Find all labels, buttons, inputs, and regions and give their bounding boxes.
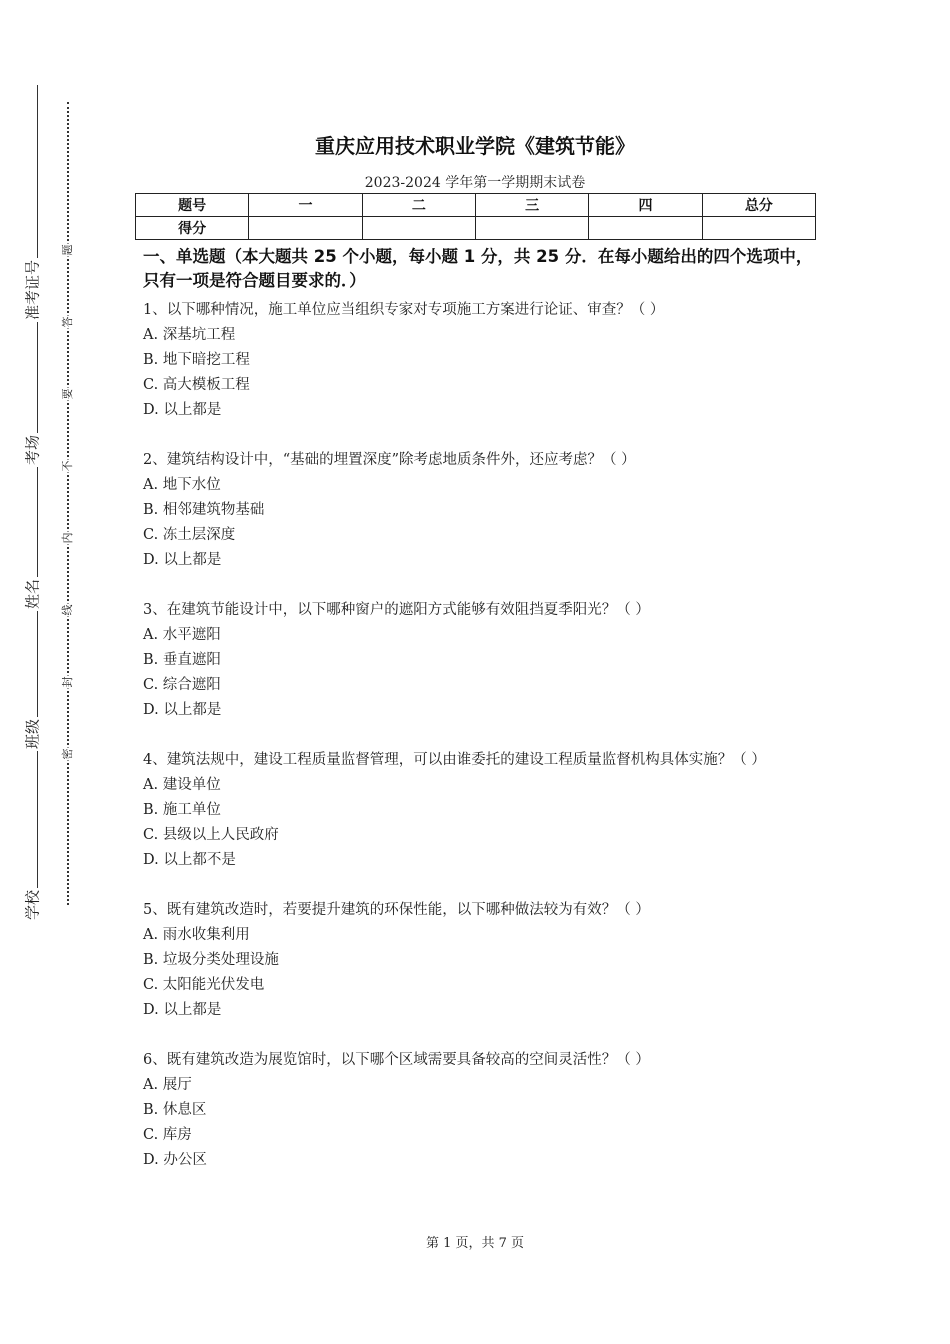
score-input-cell[interactable] [475, 217, 588, 240]
question-1 [143, 298, 823, 423]
seal-char: 要 [61, 388, 74, 400]
option-a: A. 建设单位 [143, 777, 221, 793]
option-b: B. 休息区 [143, 1102, 207, 1118]
question-stem: 1、以下哪种情况，施工单位应当组织专家对专项施工方案进行论证、审查？（ ） [143, 302, 665, 318]
binding-margin [0, 0, 120, 1344]
option-a: A. 深基坑工程 [143, 327, 236, 343]
option-b: B. 垂直遮阳 [143, 652, 221, 668]
seal-char: 答 [61, 316, 74, 328]
score-table-cell: 得分 [136, 217, 249, 240]
page-footer: 第 1 页，共 7 页 [425, 1236, 525, 1251]
question-5 [143, 898, 823, 1023]
exam-title: 重庆应用技术职业学院《建筑节能》 [315, 134, 635, 158]
exam-subtitle: 2023-2024 学年第一学期期末试卷 [364, 175, 586, 191]
score-table-cell: 三 [475, 194, 588, 217]
score-input-cell[interactable] [249, 217, 362, 240]
seal-char: 封 [61, 676, 74, 688]
option-c: C. 高大模板工程 [143, 377, 250, 393]
option-b: B. 地下暗挖工程 [143, 352, 250, 368]
option-d: D. 以上都是 [143, 1002, 222, 1018]
exam-number-field: 准考证号 [23, 259, 42, 321]
score-table-cell: 总分 [702, 194, 815, 217]
question-2 [143, 448, 823, 573]
score-table-cell: 四 [589, 194, 702, 217]
question-stem: 3、在建筑节能设计中，以下哪种窗户的遮阳方式能够有效阻挡夏季阳光？（ ） [143, 602, 650, 618]
class-field: 班级 [23, 718, 42, 750]
question-stem: 2、建筑结构设计中，“基础的埋置深度”除考虑地质条件外，还应考虑？（ ） [143, 452, 636, 468]
option-c: C. 县级以上人民政府 [143, 827, 279, 843]
option-a: A. 地下水位 [143, 477, 221, 493]
option-b: B. 相邻建筑物基础 [143, 502, 265, 518]
option-d: D. 以上都是 [143, 552, 222, 568]
option-b: B. 施工单位 [143, 802, 221, 818]
option-d: D. 办公区 [143, 1152, 207, 1168]
score-table-cell: 题号 [136, 194, 249, 217]
seal-char: 密 [61, 748, 74, 760]
option-c: C. 综合遮阳 [143, 677, 221, 693]
option-a: A. 展厅 [143, 1077, 192, 1093]
score-input-cell[interactable] [702, 217, 815, 240]
school-field: 学校 [23, 889, 42, 921]
score-input-cell[interactable] [589, 217, 702, 240]
seal-char: 线 [61, 604, 74, 616]
question-stem: 4、建筑法规中，建设工程质量监督管理，可以由谁委托的建设工程质量监督机构具体实施？（ ） [143, 752, 766, 768]
question-stem: 5、既有建筑改造时，若要提升建筑的环保性能，以下哪种做法较为有效？（ ） [143, 902, 650, 918]
option-a: A. 雨水收集利用 [143, 927, 250, 943]
question-4 [143, 748, 823, 873]
option-c: C. 太阳能光伏发电 [143, 977, 265, 993]
question-3 [143, 598, 823, 723]
option-c: C. 冻土层深度 [143, 527, 236, 543]
option-b: B. 垃圾分类处理设施 [143, 952, 279, 968]
binding-dotted-line [67, 102, 69, 905]
score-table-cell: 二 [362, 194, 475, 217]
binding-solid-line [37, 85, 38, 910]
option-d: D. 以上都不是 [143, 852, 236, 868]
option-d: D. 以上都是 [143, 702, 222, 718]
name-field: 姓名 [23, 578, 42, 610]
seal-char: 题 [61, 244, 74, 256]
score-input-cell[interactable] [362, 217, 475, 240]
seal-char: 内 [61, 532, 74, 544]
score-table-score-row [136, 217, 816, 240]
seal-char: 不 [61, 460, 74, 472]
exam-content [143, 245, 823, 1198]
option-c: C. 库房 [143, 1127, 192, 1143]
question-stem: 6、既有建筑改造为展览馆时，以下哪个区域需要具备较高的空间灵活性？（ ） [143, 1052, 650, 1068]
score-table [135, 193, 816, 240]
option-a: A. 水平遮阳 [143, 627, 221, 643]
section-heading: 一、单选题（本大题共 25 个小题，每小题 1 分，共 25 分．在每小题给出的四个选项中，只有一项是符合题目要求的．） [143, 247, 813, 290]
option-d: D. 以上都是 [143, 402, 222, 418]
score-table-header-row [136, 194, 816, 217]
question-6 [143, 1048, 823, 1173]
exam-room-field: 考场 [23, 434, 42, 466]
score-table-cell: 一 [249, 194, 362, 217]
